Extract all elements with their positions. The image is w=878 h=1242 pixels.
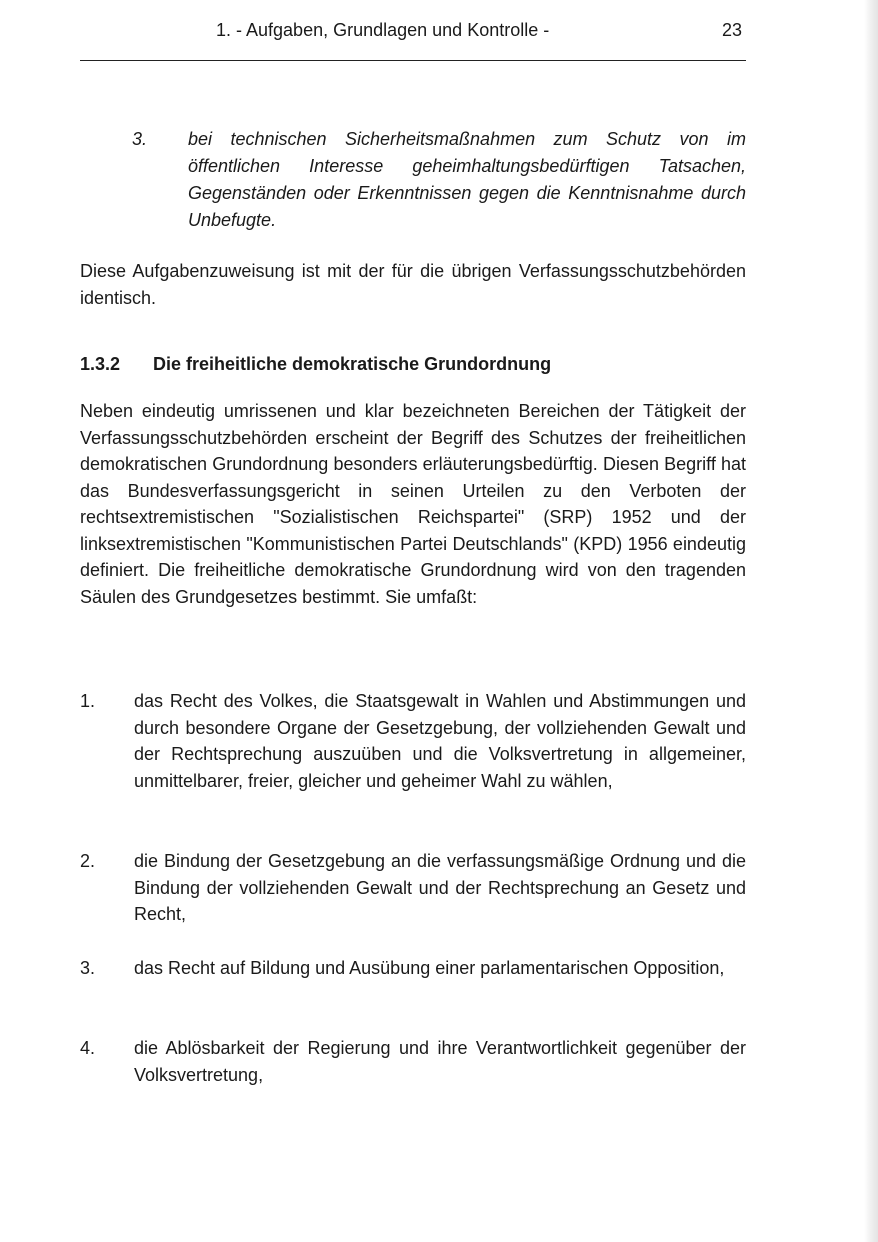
list-item-text: die Ablösbarkeit der Regierung und ihre Verantwortlichkeit gegenüber der Volksvertretung, — [134, 1038, 746, 1085]
list-item-text: das Recht des Volkes, die Staatsgewalt in Wahlen und Abstimmungen und durch besondere Organe der Gesetzgebung, der vollziehenden Gewalt und der Rechtsprechung auszuüben und die Volksvertretung in allgemeiner, unmittelbarer, freier, gleicher und geheimer Wahl zu wählen, — [134, 691, 746, 791]
paragraph: Neben eindeutig umrissenen und klar bezeichneten Bereichen der Tätigkeit der Verfassungsschutzbehörden erscheint der Begriff des Schutzes der freiheitlichen demokratischen Grundordnung besonders erläuterungsbedürftig. Diesen Begriff hat das Bundesverfassungsgericht in seinen Urteilen zu den Verboten der rechtsextremistischen "Sozialistischen Reichspartei" (SRP) 1952 und der linksextremistischen "Kommunistischen Partei Deutschlands" (KPD) 1956 eindeutig definiert. Die freiheitliche demokratische Grundordnung wird von den tragenden Säulen des Grundgesetzes bestimmt. Sie umfaßt: — [80, 401, 746, 607]
list-item-text: die Bindung der Gesetzgebung an die verfassungsmäßige Ordnung und die Bindung der vollziehenden Gewalt und der Rechtsprechung an Gesetz und Recht, — [134, 851, 746, 924]
list-item-number: 1. — [80, 691, 96, 711]
list-item-number: 3. — [80, 958, 96, 978]
list-item — [80, 688, 746, 794]
running-header-title: 1. - Aufgaben, Grundlagen und Kontrolle - — [216, 20, 550, 40]
page-number: 23 — [722, 20, 743, 40]
list-item-number: 2. — [80, 851, 96, 871]
italic-list-item — [132, 126, 746, 234]
header-rule — [80, 60, 746, 61]
italic-list-item-text: bei technischen Sicherheitsmaßnahmen zum Schutz von im öffentlichen Interesse geheimhaltungsbedürftigen Tatsachen, Gegenständen oder Erkenntnissen gegen die Kenntnisnahme durch Unbefugte. — [188, 129, 746, 230]
list-item — [80, 848, 746, 928]
list-item-number: 4. — [80, 1038, 96, 1058]
page-edge-shadow — [864, 0, 878, 1242]
section-title: Die freiheitliche demokratische Grundordnung — [153, 354, 552, 374]
italic-list-item-number: 3. — [132, 129, 148, 149]
list-item — [80, 955, 746, 982]
paragraph: Diese Aufgabenzuweisung ist mit der für die übrigen Verfassungsschutzbehörden identisch. — [80, 261, 746, 308]
section-number: 1.3.2 — [80, 354, 121, 374]
list-item-text: das Recht auf Bildung und Ausübung einer parlamentarischen Opposition, — [134, 958, 725, 978]
list-item — [80, 1035, 746, 1088]
